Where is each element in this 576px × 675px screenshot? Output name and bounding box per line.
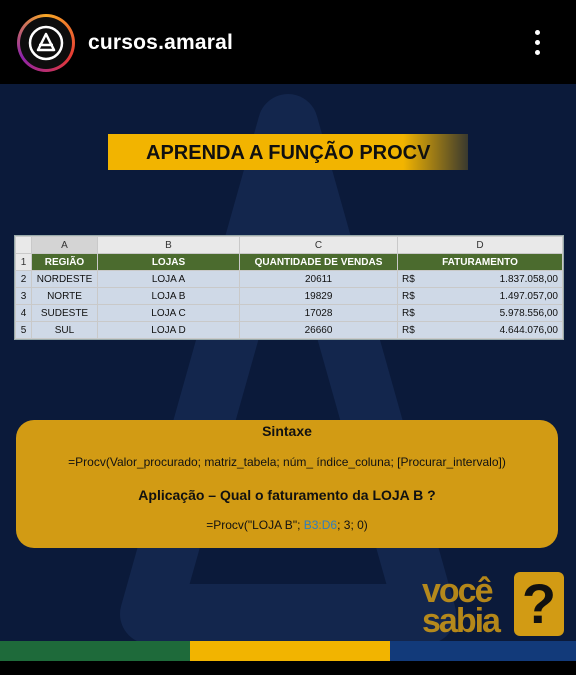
avatar[interactable] xyxy=(17,14,75,72)
column-letter[interactable]: A xyxy=(32,237,98,254)
cell-loja[interactable]: LOJA C xyxy=(98,305,240,322)
syntax-text: =Procv(Valor_procurado; matriz_tabela; núm_ índice_coluna; [Procurar_intervalo]) xyxy=(68,455,506,469)
cell-quantidade[interactable]: 20611 xyxy=(240,271,398,288)
example-formula xyxy=(16,518,558,532)
cell-regiao[interactable]: NORTE xyxy=(32,288,98,305)
syntax-box xyxy=(16,420,558,548)
yellow-stripe xyxy=(190,641,390,661)
formula-prefix: =Procv("LOJA B"; xyxy=(206,518,304,532)
cell-regiao[interactable]: NORDESTE xyxy=(32,271,98,288)
header-cell[interactable]: QUANTIDADE DE VENDAS xyxy=(240,254,398,271)
formula-range: B3:D6 xyxy=(303,518,338,532)
table-row xyxy=(16,271,563,288)
title-banner xyxy=(108,134,468,170)
cell-loja[interactable]: LOJA A xyxy=(98,271,240,288)
table-row xyxy=(16,288,563,305)
amount: 1.837.058,00 xyxy=(499,273,558,285)
header-cell[interactable]: FATURAMENTO xyxy=(398,254,563,271)
cell-loja[interactable]: LOJA D xyxy=(98,322,240,339)
cell-regiao[interactable]: SUL xyxy=(32,322,98,339)
bottom-bar xyxy=(0,661,576,675)
blue-stripe xyxy=(390,641,576,661)
currency-symbol: R$ xyxy=(402,290,415,302)
more-vertical-icon[interactable] xyxy=(530,28,544,58)
username[interactable]: cursos.amaral xyxy=(88,31,234,54)
green-stripe xyxy=(0,641,190,661)
row-number[interactable]: 2 xyxy=(16,271,32,288)
row-number[interactable]: 1 xyxy=(16,254,32,271)
cell-faturamento[interactable] xyxy=(398,271,563,288)
amaral-logo-icon xyxy=(28,25,64,61)
row-number[interactable]: 3 xyxy=(16,288,32,305)
cell-regiao[interactable]: SUDESTE xyxy=(32,305,98,322)
currency-symbol: R$ xyxy=(402,324,415,336)
syntax-title: Sintaxe xyxy=(262,423,312,439)
application-question: Aplicação – Qual o faturamento da LOJA B ? xyxy=(138,487,436,503)
table-row xyxy=(16,322,563,339)
header-cell[interactable]: REGIÃO xyxy=(32,254,98,271)
post-header xyxy=(0,0,576,84)
cell-faturamento[interactable] xyxy=(398,305,563,322)
select-all-corner[interactable] xyxy=(16,237,32,254)
cell-faturamento[interactable] xyxy=(398,288,563,305)
color-stripes xyxy=(0,641,576,661)
header-cell[interactable]: LOJAS xyxy=(98,254,240,271)
spreadsheet xyxy=(14,235,564,340)
logo-line1: você xyxy=(422,572,492,610)
voce-sabia-logo xyxy=(420,572,570,642)
cell-quantidade[interactable]: 17028 xyxy=(240,305,398,322)
post-image xyxy=(0,84,576,664)
row-number[interactable]: 4 xyxy=(16,305,32,322)
currency-symbol: R$ xyxy=(402,273,415,285)
cell-quantidade[interactable]: 19829 xyxy=(240,288,398,305)
amount: 1.497.057,00 xyxy=(499,290,558,302)
currency-symbol: R$ xyxy=(402,307,415,319)
cell-faturamento[interactable] xyxy=(398,322,563,339)
amount: 4.644.076,00 xyxy=(499,324,558,336)
cell-quantidade[interactable]: 26660 xyxy=(240,322,398,339)
column-header-row xyxy=(16,237,563,254)
amount: 5.978.556,00 xyxy=(499,307,558,319)
column-letter[interactable]: D xyxy=(398,237,563,254)
logo-line2: sabia xyxy=(422,602,499,640)
column-letter[interactable]: C xyxy=(240,237,398,254)
question-mark-icon: ? xyxy=(514,572,564,636)
column-letter[interactable]: B xyxy=(98,237,240,254)
table-row xyxy=(16,305,563,322)
banner-title: APRENDA A FUNÇÃO PROCV xyxy=(146,142,431,164)
row-number[interactable]: 5 xyxy=(16,322,32,339)
formula-suffix: ; 3; 0) xyxy=(337,518,368,532)
cell-loja[interactable]: LOJA B xyxy=(98,288,240,305)
table-header-row xyxy=(16,254,563,271)
